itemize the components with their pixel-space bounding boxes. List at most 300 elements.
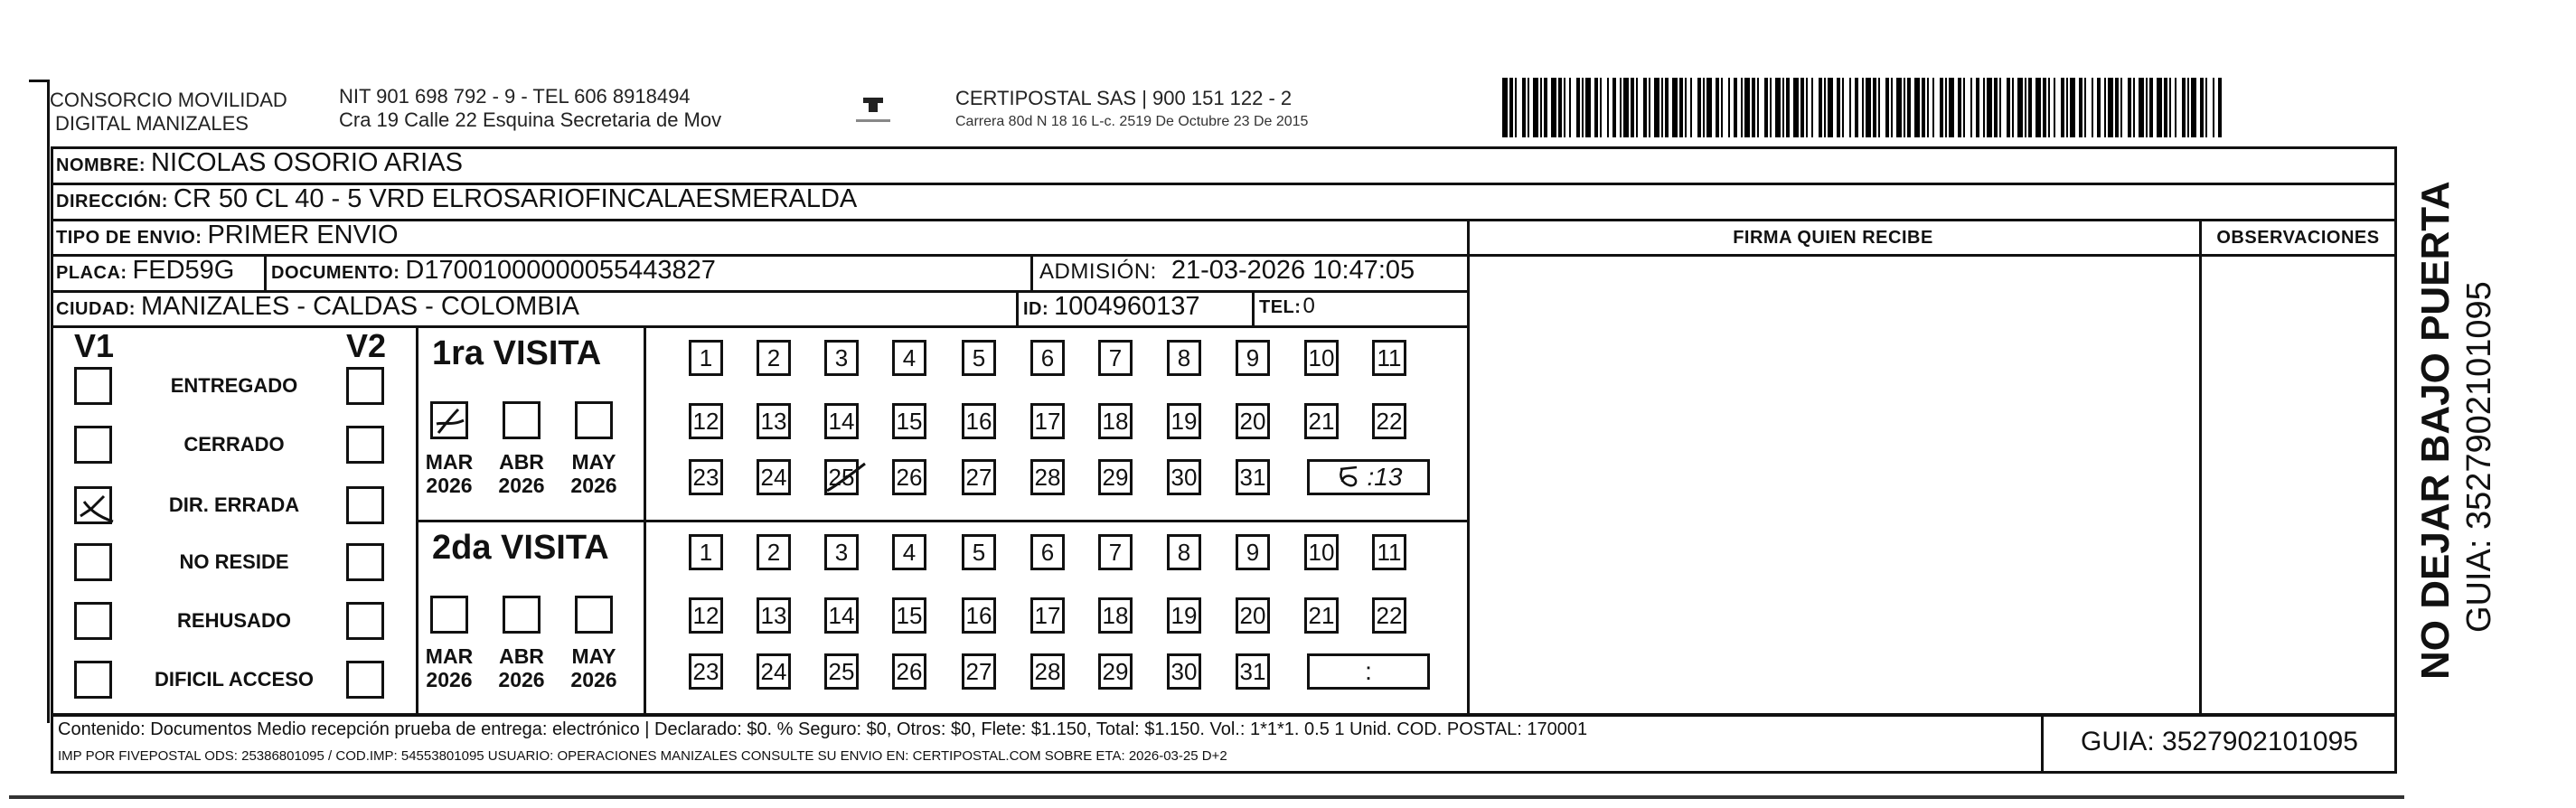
bottom-edge-line [9,795,2404,799]
barcode-bar [1706,78,1712,137]
day-box[interactable] [1167,597,1201,634]
barcode-bar [2070,78,2075,137]
tipo-envio-value: PRIMER ENVIO [207,221,399,249]
guia-box-text: GUIA: 3527902101095 [2081,727,2358,756]
barcode-bar [1594,78,1598,137]
row-divider-footer [51,714,2397,717]
barcode-bar [1873,78,1876,137]
day-box[interactable] [1304,534,1339,570]
day-number: 28 [1034,463,1061,491]
month-name: ABR [499,450,544,474]
ciudad-value: MANIZALES - CALDAS - COLOMBIA [140,292,579,321]
day-box[interactable] [1098,403,1133,439]
day-box[interactable] [892,597,926,634]
barcode-bar [1734,78,1737,137]
tel-row [1259,294,1315,319]
month-label [418,644,481,691]
day-number: 16 [965,407,992,435]
day-box[interactable] [962,534,996,570]
day-number: 27 [965,463,992,491]
handwritten-strike-icon [823,456,869,502]
barcode-bar [1528,78,1529,137]
barcode-bar [1697,78,1701,137]
barcode-bar [1782,78,1784,137]
barcode-bar [1806,78,1808,137]
day-box[interactable] [1098,340,1133,376]
barcode-bar [1643,78,1647,137]
day-number: 5 [972,538,986,566]
v2-checkbox[interactable] [346,426,384,464]
day-box[interactable] [824,459,859,495]
day-box[interactable] [824,653,859,690]
tel-label: TEL: [1259,297,1302,317]
month-label [490,644,553,691]
day-number: 30 [1170,463,1198,491]
barcode-bar [1661,78,1663,137]
company-name [50,89,321,136]
day-number: 8 [1177,343,1191,371]
v2-checkbox[interactable] [346,543,384,581]
nombre-value: NICOLAS OSORIO ARIAS [151,148,463,177]
col-divider-days [644,325,646,714]
barcode-bar [2066,78,2068,137]
barcode-bar [2146,78,2148,137]
day-box[interactable] [892,403,926,439]
barcode-bar [1558,78,1562,137]
day-number: 26 [896,463,923,491]
handwritten-check-icon [77,489,115,527]
barcode-bar [2007,78,2010,137]
day-box[interactable] [1030,653,1065,690]
barcode-bar [1533,78,1538,137]
day-box[interactable] [1030,534,1065,570]
day-number: 17 [1034,601,1061,629]
side-text [2404,0,2513,808]
day-number: 1 [699,538,713,566]
imp-line-text: IMP POR FIVEPOSTAL ODS: 25386801095 / COD.IMP: 54553801095 USUARIO: OPERACIONES MANIZALES CONSULTE SU ENVIO EN: CERTIPOSTAL.COM SOBRE ETA: 2026-03-25 D+2 [58,748,1227,764]
day-number: 2 [766,343,781,371]
barcode-bar [1515,78,1517,137]
day-box[interactable] [689,459,723,495]
certipostal-info [955,87,1462,130]
v2-checkbox[interactable] [346,367,384,405]
day-box[interactable] [1030,403,1065,439]
barcode-bar [1607,78,1609,137]
day-box[interactable] [892,534,926,570]
barcode-bar [1728,78,1730,137]
day-box[interactable] [1304,340,1339,376]
admision-label: ADMISIÓN: [1039,259,1157,284]
barcode-bar [1999,78,2001,137]
col-divider-id [1016,290,1019,325]
day-number: 29 [1102,463,1129,491]
day-box[interactable] [824,597,859,634]
barcode-bar [1631,78,1634,137]
day-box[interactable] [1167,459,1201,495]
day-number: 24 [760,463,787,491]
day-box[interactable] [1236,403,1270,439]
barcode-bar [2028,78,2032,137]
month-checkbox[interactable] [575,596,613,634]
day-box[interactable] [1167,403,1201,439]
ciudad-row [56,292,579,322]
barcode-bar [1958,78,1961,137]
barcode-bar [1849,78,1851,137]
day-box[interactable] [1030,340,1065,376]
barcode-bar [1862,78,1864,137]
tipo-envio-row [56,221,399,250]
day-box[interactable] [757,459,791,495]
barcode-bar [2092,78,2093,137]
day-number: 23 [692,463,719,491]
barcode-bar [2104,78,2106,137]
day-box[interactable] [1372,340,1406,376]
day-box[interactable] [962,340,996,376]
handwritten-digit-icon [1335,464,1362,491]
barcode-bar [2054,78,2055,137]
barcode-bar [2017,78,2023,137]
tel-value: 0 [1302,294,1315,318]
barcode-bar [1976,78,1979,137]
month-checkbox[interactable] [430,596,468,634]
barcode-bar [1685,78,1687,137]
barcode-bar [2084,78,2086,137]
day-number: 20 [1239,601,1266,629]
barcode-bar [1983,78,1985,137]
day-box[interactable] [1304,403,1339,439]
v1-checkbox[interactable] [74,367,112,405]
placa-row [56,256,234,286]
tipo-envio-label: TIPO DE ENVIO: [56,228,202,248]
status-label: DIFICIL ACCESO [154,668,314,691]
barcode-bar [2164,78,2167,137]
day-number: 15 [896,601,923,629]
barcode-bar [1811,78,1813,137]
day-box[interactable] [1236,653,1270,690]
month-name: MAY [571,644,616,668]
day-number: 2 [766,538,781,566]
day-box[interactable] [962,653,996,690]
day-box[interactable] [1304,597,1339,634]
barcode-bar [2043,78,2046,137]
nombre-row [56,148,463,178]
day-number: 18 [1102,601,1129,629]
day-box[interactable] [1030,597,1065,634]
day-box[interactable] [892,340,926,376]
day-number: 21 [1308,407,1335,435]
barcode-bar [1623,78,1629,137]
placa-label: PLACA: [56,263,127,283]
barcode-bar [1672,78,1678,137]
side-guia-text: GUIA: 3527902101095 [2460,281,2498,633]
day-box[interactable] [824,340,859,376]
barcode-bar [1544,78,1547,137]
v2-checkbox[interactable] [346,486,384,524]
v1-checkbox[interactable] [74,486,112,524]
day-box[interactable] [1167,534,1201,570]
barcode-bar [1654,78,1659,137]
v1-checkbox[interactable] [74,426,112,464]
day-number: 10 [1308,538,1335,566]
barcode-bar [1904,78,1905,137]
day-number: 22 [1376,407,1403,435]
barcode-bar [1927,78,1929,137]
day-number: 13 [760,601,787,629]
barcode-bar [1585,78,1591,137]
day-number: 31 [1239,463,1266,491]
company-address: Cra 19 Calle 22 Esquina Secretaria de Mov [339,108,722,131]
visit-title: 1ra VISITA [432,334,602,372]
contenido-text: Contenido: Documentos Medio recepción prueba de entrega: electrónico | Declarado: $0. % Seguro: $0, Otros: $0, Flete: $1.150, Total: $1.150. Vol.: 1*1*1. 0.5 1 Unid. COD. POSTAL: 170001 [58,719,1588,739]
day-box[interactable] [757,597,791,634]
day-box[interactable] [689,534,723,570]
status-label: NO RESIDE [179,550,289,573]
barcode-bar [2157,78,2162,137]
barcode-bar [1522,78,1526,137]
time-value: :13 [1367,463,1403,491]
v1-checkbox[interactable] [74,661,112,699]
day-number: 1 [699,343,713,371]
barcode-bar [2133,78,2135,137]
barcode-bar [1744,78,1750,137]
barcode-bar [2097,78,2101,137]
barcode-bar [1932,78,1934,137]
barcode-bar [1907,78,1911,137]
barcode-bar [2079,78,2082,137]
status-label: REHUSADO [177,609,291,632]
day-box[interactable] [1236,459,1270,495]
barcode-bar [2035,78,2041,137]
day-box[interactable] [1098,597,1133,634]
barcode-bar [2213,78,2214,137]
documento-value: D17001000000055443827 [405,256,716,285]
barcode-bar [1551,78,1556,137]
day-box[interactable] [1372,403,1406,439]
day-box[interactable] [1236,597,1270,634]
barcode-bar [1770,78,1772,137]
direccion-value: CR 50 CL 40 - 5 VRD ELROSARIOFINCALAESMERALDA [173,184,858,213]
barcode-bar [1600,78,1602,137]
barcode-bar [1914,78,1920,137]
barcode-bar [1786,78,1790,137]
day-box[interactable] [1236,534,1270,570]
day-box[interactable] [1372,534,1406,570]
day-number: 6 [1040,343,1055,371]
status-label: ENTREGADO [170,374,298,397]
id-value: 1004960137 [1054,292,1200,321]
day-number: 5 [972,343,986,371]
barcode-bar [1620,78,1622,137]
day-box[interactable] [689,403,723,439]
day-number: 19 [1170,601,1198,629]
barcode-bar [2205,78,2207,137]
day-box[interactable] [1236,340,1270,376]
day-box[interactable] [757,403,791,439]
day-number: 14 [828,601,855,629]
barcode-bar [1922,78,1925,137]
day-number: 11 [1377,343,1402,371]
day-box[interactable] [757,653,791,690]
day-number: 7 [1108,343,1123,371]
time-value: : [1365,657,1372,685]
day-number: 13 [760,407,787,435]
month-name: MAR [425,644,474,668]
month-label [490,450,553,497]
day-box[interactable] [962,597,996,634]
admision-row [1039,256,1415,286]
barcode-bar [2115,78,2119,137]
day-box[interactable] [1167,340,1201,376]
day-box[interactable] [892,653,926,690]
day-box[interactable] [892,459,926,495]
barcode-bar [1690,78,1692,137]
admision-value: 21-03-2026 10:47:05 [1170,256,1415,285]
status-label: CERRADO [183,433,285,456]
barcode-bar [1994,78,1998,137]
barcode-bar [2128,78,2131,137]
barcode-bar [2200,78,2204,137]
no-dejar-text: NO DEJAR BAJO PUERTA [2413,181,2458,680]
barcode-bar [1970,78,1972,137]
month-label [562,450,625,497]
v2-checkbox[interactable] [346,661,384,699]
day-number: 7 [1108,538,1123,566]
v1-checkbox[interactable] [74,543,112,581]
month-year: 2026 [498,668,545,691]
status-label: DIR. ERRADA [168,493,300,516]
barcode-bar [1649,78,1650,137]
company-name-line2: DIGITAL MANIZALES [55,112,249,135]
barcode-bar [1582,78,1584,137]
day-number: 14 [828,407,855,435]
certipostal-line: CERTIPOSTAL SAS | 900 151 122 - 2 [955,87,1293,109]
barcode-bar [1885,78,1889,137]
month-year: 2026 [570,474,617,497]
barcode-bar [1540,78,1542,137]
barcode-bar [2139,78,2144,137]
barcode-bar [1949,78,1954,137]
nit-line: NIT 901 698 792 - 9 - TEL 606 8918494 [339,85,691,108]
day-number: 8 [1177,538,1191,566]
day-box[interactable] [962,459,996,495]
barcode-bar [1896,78,1902,137]
day-box[interactable] [824,534,859,570]
barcode-bar [1837,78,1840,137]
v1-checkbox[interactable] [74,602,112,640]
barcode-bar [1679,78,1683,137]
barcode-bar [1721,78,1723,137]
day-number: 24 [760,657,787,685]
day-box[interactable] [1098,534,1133,570]
barcode-bar [1716,78,1719,137]
barcode-bar [2012,78,2014,137]
month-checkbox[interactable] [503,596,541,634]
day-box[interactable] [1098,653,1133,690]
left-margin-tick [29,80,49,82]
month-label [562,644,625,691]
month-checkbox[interactable] [575,401,613,439]
day-box[interactable] [689,597,723,634]
day-box[interactable] [757,534,791,570]
col-divider-guia [2041,714,2044,771]
month-year: 2026 [426,668,473,691]
barcode-bar [1612,78,1616,137]
time-box[interactable] [1307,653,1430,690]
barcode-bar [2120,78,2122,137]
month-checkbox[interactable] [503,401,541,439]
month-year: 2026 [498,474,545,497]
day-box[interactable] [1372,597,1406,634]
barcode-bar [1636,78,1638,137]
barcode-bar [1775,78,1781,137]
month-name: MAY [571,450,616,474]
observaciones-label: OBSERVACIONES [2216,228,2380,248]
barcode-bar [1855,78,1858,137]
day-number: 15 [896,407,923,435]
day-number: 27 [965,657,992,685]
barcode-bar [1866,78,1871,137]
day-box[interactable] [689,340,723,376]
day-number: 21 [1308,601,1335,629]
footer-left-line [51,714,53,771]
day-number: 10 [1308,343,1335,371]
col-divider-placa [264,254,267,290]
barcode-bar [1509,78,1513,137]
barcode-bar [1741,78,1743,137]
barcode-bar [1793,78,1799,137]
day-box[interactable] [757,340,791,376]
company-name-line1: CONSORCIO MOVILIDAD [50,89,287,111]
barcode-bar [2182,78,2186,137]
col-divider-tel [1252,290,1255,325]
month-year: 2026 [426,474,473,497]
barcode-bar [2025,78,2026,137]
month-checkbox[interactable] [430,401,468,439]
barcode-bar [1665,78,1669,137]
month-name: ABR [499,644,544,668]
day-box[interactable] [962,403,996,439]
day-number: 18 [1102,407,1129,435]
certipostal-address: Carrera 80d N 18 16 L-c. 2519 De Octubre 23 De 2015 [955,114,1309,129]
day-number: 17 [1034,407,1061,435]
day-number: 31 [1239,657,1266,685]
day-box[interactable] [689,653,723,690]
row-divider-firma [1467,254,2397,257]
day-box[interactable] [1098,459,1133,495]
day-number: 12 [692,407,719,435]
direccion-label: DIRECCIÓN: [56,192,168,211]
day-box[interactable] [824,403,859,439]
row-divider-visits [416,520,1467,522]
barcode-bar [2191,78,2196,137]
barcode-icon [1502,78,2225,137]
company-contact [339,85,773,132]
barcode-bar [1878,78,1880,137]
id-row [1023,292,1199,322]
col-divider-firma [1467,219,1470,714]
day-box[interactable] [1167,653,1201,690]
v2-checkbox[interactable] [346,602,384,640]
documento-row [271,256,716,286]
certipostal-logo-icon [845,89,899,130]
day-box[interactable] [1030,459,1065,495]
day-number: 23 [692,657,719,685]
day-number: 11 [1377,538,1402,566]
left-margin-line [47,80,50,723]
time-box[interactable] [1307,459,1430,495]
barcode-bar [1757,78,1759,137]
placa-value: FED59G [132,256,235,285]
